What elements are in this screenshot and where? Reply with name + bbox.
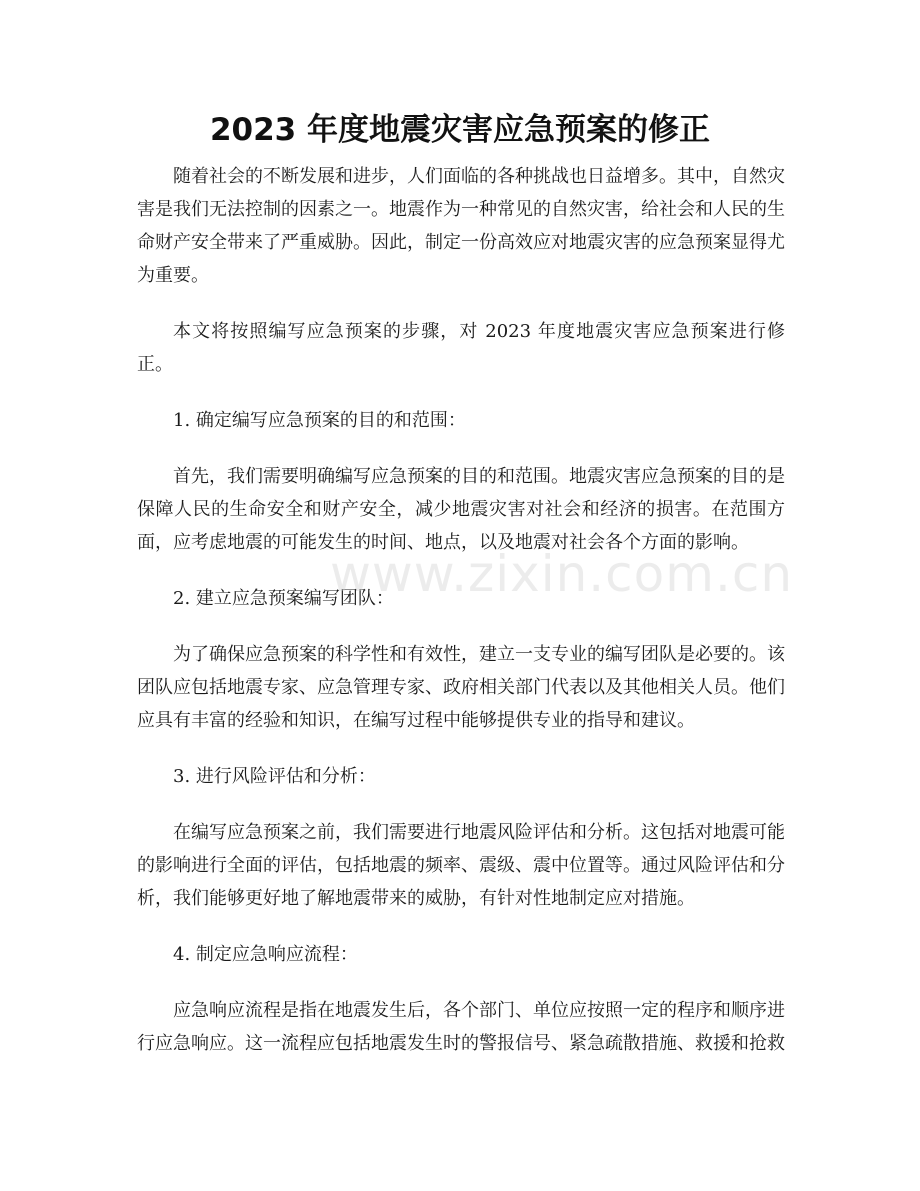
paragraph-purpose: 本文将按照编写应急预案的步骤，对 2023 年度地震灾害应急预案进行修正。 (137, 321, 785, 375)
paragraph-section-4: 应急响应流程是指在地震发生后，各个部门、单位应按照一定的程序和顺序进行应急响应。这一流程应包括地震发生时的警报信号、紧急疏散措施、救援和抢救 (137, 1000, 785, 1054)
document-body (137, 160, 785, 1083)
paragraph-section-3: 在编写应急预案之前，我们需要进行地震风险评估和分析。这包括对地震可能的影响进行全面的评估，包括地震的频率、震级、震中位置等。通过风险评估和分析，我们能够更好地了解地震带来的威胁，有针对性地制定应对措施。 (137, 822, 785, 909)
section-heading-2: 2. 建立应急预案编写团队： (173, 588, 394, 609)
document-title: 2023 年度地震灾害应急预案的修正 (209, 112, 711, 148)
paragraph-section-1: 首先，我们需要明确编写应急预案的目的和范围。地震灾害应急预案的目的是保障人民的生命安全和财产安全，减少地震灾害对社会和经济的损害。在范围方面，应考虑地震的可能发生的时间、地点，以及地震对社会各个方面的影响。 (137, 466, 785, 553)
section-heading-1: 1. 确定编写应急预案的目的和范围： (173, 410, 466, 431)
paragraph-intro: 随着社会的不断发展和进步，人们面临的各种挑战也日益增多。其中，自然灾害是我们无法控制的因素之一。地震作为一种常见的自然灾害，给社会和人民的生命财产安全带来了严重威胁。因此，制定一份高效应对地震灾害的应急预案显得尤为重要。 (137, 166, 785, 286)
section-heading-4: 4. 制定应急响应流程： (173, 944, 358, 965)
watermark: www.zixin.com.cn (330, 545, 794, 603)
section-heading-3: 3. 进行风险评估和分析： (173, 766, 376, 787)
paragraph-section-2: 为了确保应急预案的科学性和有效性，建立一支专业的编写团队是必要的。该团队应包括地震专家、应急管理专家、政府相关部门代表以及其他相关人员。他们应具有丰富的经验和知识，在编写过程中能够提供专业的指导和建议。 (137, 644, 785, 731)
